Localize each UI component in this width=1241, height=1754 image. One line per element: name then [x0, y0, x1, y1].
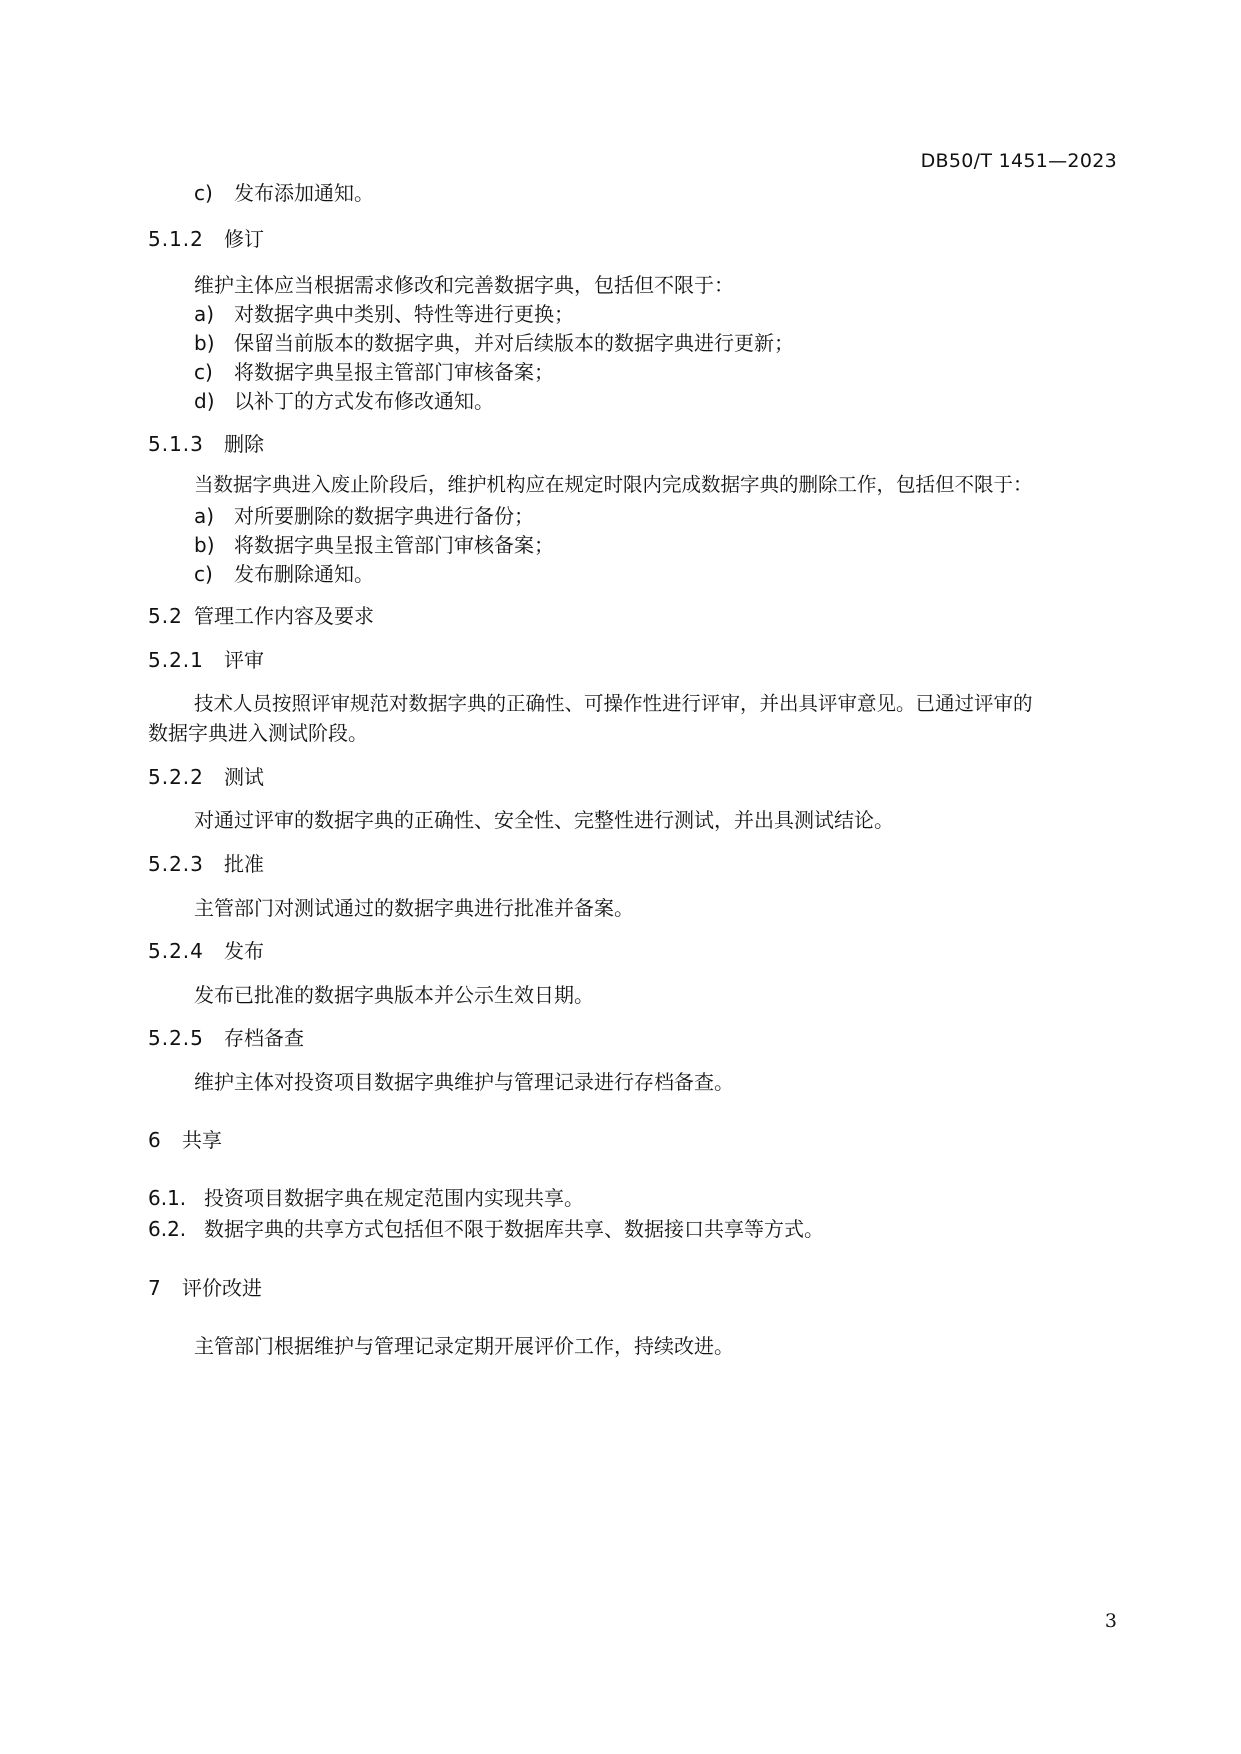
list-text: 将数据字典呈报主管部门审核备案；	[234, 533, 554, 557]
paragraph: 发布已批准的数据字典版本并公示生效日期。	[194, 983, 594, 1007]
subclause-text: 数据字典的共享方式包括但不限于数据库共享、数据接口共享等方式。	[204, 1217, 824, 1241]
list-text: 保留当前版本的数据字典，并对后续版本的数据字典进行更新；	[234, 331, 794, 355]
list-item	[194, 561, 374, 587]
section-title: 管理工作内容及要求	[194, 604, 374, 628]
list-marker: c)	[194, 360, 213, 384]
section-title: 删除	[224, 432, 264, 456]
section-title: 存档备查	[224, 1026, 304, 1050]
list-item	[194, 301, 574, 327]
section-title: 发布	[224, 939, 264, 963]
paragraph: 维护主体对投资项目数据字典维护与管理记录进行存档备查。	[194, 1070, 734, 1094]
list-text: 发布删除通知。	[234, 562, 374, 586]
section-heading-6	[148, 1127, 222, 1153]
subclause-item	[148, 1216, 824, 1242]
list-marker: a)	[194, 504, 215, 528]
section-title: 评审	[224, 648, 264, 672]
list-item	[194, 330, 794, 356]
paragraph: 主管部门根据维护与管理记录定期开展评价工作，持续改进。	[194, 1334, 734, 1358]
page-number: 3	[1104, 1610, 1117, 1632]
section-number: 5.2.1	[148, 648, 204, 672]
section-heading-5-2-3	[148, 851, 264, 877]
section-number: 5.2.5	[148, 1026, 204, 1050]
section-heading-5-1-3	[148, 431, 264, 457]
section-title: 修订	[224, 227, 264, 251]
list-text: 对数据字典中类别、特性等进行更换；	[234, 302, 574, 326]
section-heading-5-2-2	[148, 764, 264, 790]
section-number: 5.2.4	[148, 939, 204, 963]
subclause-number: 6.2.	[148, 1217, 187, 1241]
subclause-number: 6.1.	[148, 1186, 187, 1210]
paragraph-continuation: 数据字典进入测试阶段。	[148, 721, 368, 745]
list-marker: d)	[194, 389, 215, 413]
section-heading-5-1-2	[148, 226, 264, 252]
paragraph: 主管部门对测试通过的数据字典进行批准并备案。	[194, 896, 634, 920]
list-marker: b)	[194, 533, 215, 557]
list-marker: c)	[194, 562, 213, 586]
section-title: 共享	[182, 1128, 222, 1152]
list-text: 发布添加通知。	[234, 181, 374, 205]
list-text: 对所要删除的数据字典进行备份；	[234, 504, 534, 528]
section-number: 5.2.2	[148, 765, 204, 789]
section-heading-5-2-4	[148, 938, 264, 964]
list-text: 以补丁的方式发布修改通知。	[234, 389, 494, 413]
section-title: 批准	[224, 852, 264, 876]
list-item	[194, 388, 494, 414]
list-marker: a)	[194, 302, 215, 326]
section-heading-5-2	[148, 603, 374, 629]
paragraph: 当数据字典进入废止阶段后，维护机构应在规定时限内完成数据字典的删除工作，包括但不限于：	[194, 473, 1033, 496]
list-item	[194, 503, 534, 529]
section-title: 评价改进	[182, 1276, 262, 1300]
document-code-header: DB50/T 1451—2023	[920, 150, 1117, 172]
section-heading-5-2-5	[148, 1025, 304, 1051]
subclause-text: 投资项目数据字典在规定范围内实现共享。	[204, 1186, 584, 1210]
list-item	[194, 532, 554, 558]
list-marker: c)	[194, 181, 213, 205]
list-marker: b)	[194, 331, 215, 355]
section-number: 5.1.3	[148, 432, 204, 456]
section-number: 5.2	[148, 604, 183, 628]
list-text: 将数据字典呈报主管部门审核备案；	[234, 360, 554, 384]
section-heading-7	[148, 1275, 262, 1301]
section-title: 测试	[224, 765, 264, 789]
paragraph: 维护主体应当根据需求修改和完善数据字典，包括但不限于：	[194, 273, 734, 297]
section-heading-5-2-1	[148, 647, 264, 673]
list-item	[194, 180, 374, 206]
paragraph: 技术人员按照评审规范对数据字典的正确性、可操作性进行评审，并出具评审意见。已通过评审的	[194, 692, 1033, 715]
paragraph: 对通过评审的数据字典的正确性、安全性、完整性进行测试，并出具测试结论。	[194, 808, 894, 832]
list-item	[194, 359, 554, 385]
subclause-item	[148, 1185, 584, 1211]
section-number: 6	[148, 1128, 161, 1152]
section-number: 5.1.2	[148, 227, 204, 251]
section-number: 7	[148, 1276, 161, 1300]
section-number: 5.2.3	[148, 852, 204, 876]
